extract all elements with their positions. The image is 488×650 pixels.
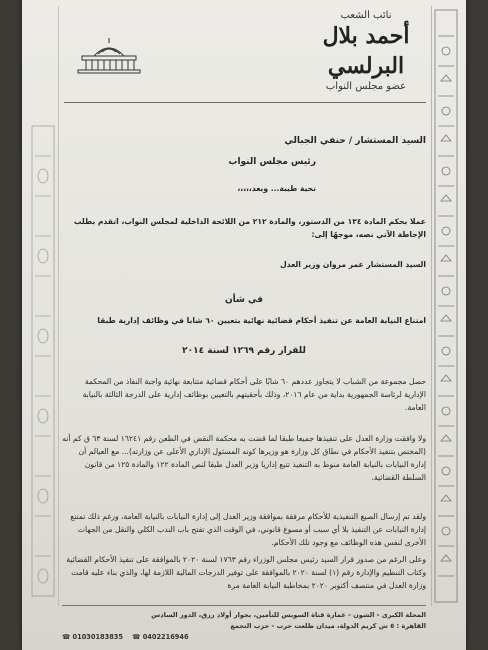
document-page bbox=[22, 0, 466, 650]
footer-phones bbox=[62, 632, 426, 643]
footer-address-2: القاهرة : ٥ ش كريم الدولة، ميدان طلعت حرب - حزب التجمع bbox=[230, 622, 426, 630]
mp-name: أحمد بلال البرلسي bbox=[322, 23, 410, 79]
paragraph-2: ولا وافقت وزارة العدل على تنفيذها جميعا طبقا لما قضت به محكمة النقض في الطعن رقم ١٦٢٤١ لسنة ٦٣ ق كم أنه (المختص بتنفيذ الأحكام في نطاق كل وزارة هو وزيرها كونه المسئول الإداري الأعلى عن وزارته)... مع العيالم أن إدارة النيابات بالنيابة العامة منوط به التنفيذ تتبع إداريا وزير العدل طبقا لنص المادة ١٢٢ والمادة ١٢٥ من قانون السلطة القضائية. bbox=[62, 434, 426, 482]
target-minister: السيد المستشار عمر مروان وزير العدل bbox=[280, 260, 426, 269]
footer-phone-2: 0402216946 bbox=[142, 633, 189, 641]
subject-line: امتناع النيابة العامة عن تنفيذ أحكام قضائية نهائية بتعيين ٦٠ شابا في وظائف إدارية طبقا bbox=[97, 316, 426, 325]
footer bbox=[62, 605, 426, 643]
phone-icon: ☎ bbox=[62, 633, 71, 641]
intro-paragraph: عملا بحكم المادة ١٣٤ من الدستور، والمادة ٢١٢ من اللائحة الداخلية لمجلس النواب، اتقدم بطلب الإحاطة الآتي نصه، موجهًا إلى: bbox=[73, 217, 426, 239]
decree-line: للقرار رقم ١٢٦٩ لسنة ٢٠١٤ bbox=[182, 346, 306, 356]
pharaonic-border-right bbox=[431, 6, 460, 606]
recipient-line1: السيد المستشار / حنفي الجبالي bbox=[284, 136, 426, 146]
letterhead bbox=[306, 10, 426, 92]
letterhead-title: نائب الشعب bbox=[340, 10, 392, 21]
header-divider bbox=[64, 102, 426, 103]
paragraph-3: ولقد تم إرسال الصيغ التنفيذية للأحكام مرفقة بموافقة وزير العدل إلى إدارة النيابات بالنيابة العامة، ورغم ذلك تمتنع إدارة النيابات عن التنفيذ بلا أي سبب أو مسوغ قانوني، في الوقت الذي تفتح باب الندب الكلي والنقل من الجهات الأخرى لنفس هذه الوظائف مع وجود تلك الأحكام. bbox=[70, 512, 426, 547]
footer-address-1: المحلة الكبرى - الشون - عمارة قناة السويس للتأمين، بجوار أولاد رزق، الدور السادس bbox=[151, 611, 426, 619]
letterhead-subtitle: عضو مجلس النواب bbox=[325, 81, 407, 92]
paragraph-1: حصل مجموعة من الشباب لا يتجاوز عددهم ٦٠ شابًا على أحكام قضائية متتابعة نهائية واجبة النفاذ من المحكمة الإدارية لرئاسة الجمهورية بداية من عام ٢٠١٦، وذلك بأحقيتهم بالتعيين بوظائف إدارية على الدرجة الثالثة بالنيابة العامة. bbox=[82, 377, 426, 412]
paragraph-4: وعلى الرغم من صدور قرار السيد رئيس مجلس الوزراء رقم ١٧٦٣ لسنة ٢٠٢٠ بالموافقة على تنفيذ الأحكام القضائية وكتاب التنظيم والإدارة رقم (١) لسنة ٢٠٢٠ بالموافقة على توفير الدرجات المالية اللازمة لها، والذي بناء عليه قامت وزارة العدل في منتصف أكتوبر ٢٠٢٠ بمخاطبة النيابة العامة مرة bbox=[66, 555, 426, 590]
phone-icon: ☎ bbox=[132, 633, 141, 641]
pharaonic-border-left bbox=[28, 6, 59, 606]
parliament-dome-icon bbox=[74, 36, 144, 76]
about-heading: في شأن bbox=[224, 295, 264, 305]
greeting: تحية طيبة... وبعد،،،،، bbox=[237, 184, 316, 193]
footer-phone-1: 01030183835 bbox=[72, 633, 123, 641]
recipient-line2: رئيس مجلس النواب bbox=[228, 157, 316, 167]
